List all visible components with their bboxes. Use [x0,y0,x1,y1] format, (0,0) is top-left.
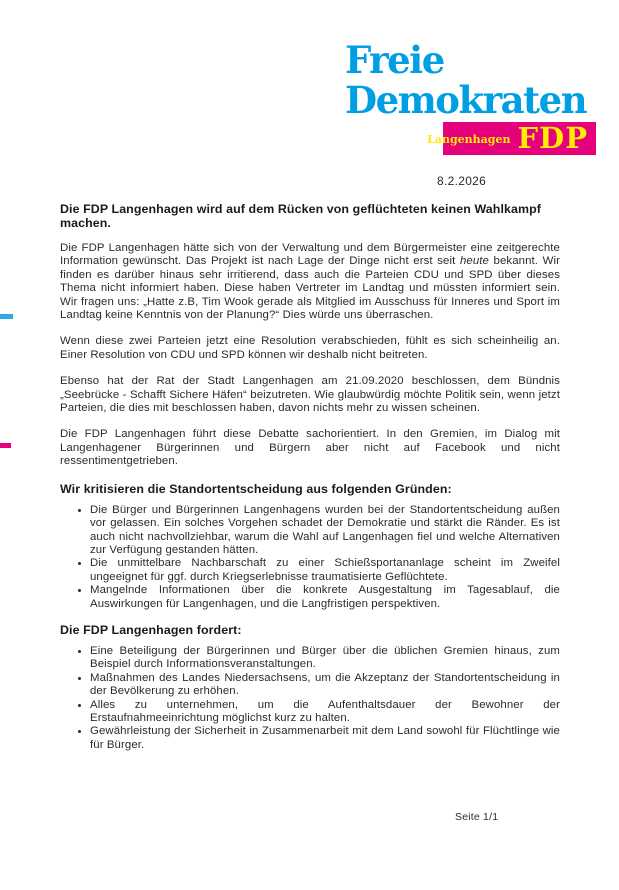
bullet-item: • Die Bürger und Bürgerinnen Langenhagens wurden bei der Standortentscheidung außen vor gelassen. Ein solches Vorgehen schadet der Demokratie und stärkt die Ränder. Es ist auch nicht nachvollziehbar, warum die Wahl auf Langenhagen fiel und welche Alternativen zur Verfügung gestanden hätten. [90,504,560,558]
logo-line-freie: Freie [345,38,444,82]
bullet-item: • Mangelnde Informationen über die konkrete Ausgestaltung im Tagesablauf, die Auswirkungen für Langenhagen, und die Langfristigen perspektiven. [90,584,560,611]
fdp-logo-badge [427,121,596,155]
footer-page-number: Seite 1/1 [455,811,499,823]
demands-bullet-list [60,645,560,752]
bullet-item: • Eine Beteiligung der Bürgerinnen und Bürger über die üblichen Gremien hinaus, zum Beispiel durch Informationsveranstaltungen. [90,645,560,672]
criticism-bullet-list [60,504,560,611]
date-label: 8.2.2026 [437,174,487,188]
bullet-item: • Gewährleistung der Sicherheit in Zusammenarbeit mit dem Land sowohl für Flüchtlinge wie für Bürger. [90,725,560,752]
logo-party-label: FDP [517,121,588,155]
press-release-body [60,202,560,764]
logo-line-demokraten: Demokraten [345,78,587,122]
bullet-item: • Die unmittelbare Nachbarschaft zu einer Schießsportananlage scheint im Zweifel ungeeignet für ggf. durch Kriegserlebnisse traumatisierte Geflüchtete. [90,557,560,584]
demands-section-heading: Die FDP Langenhagen fordert: [60,622,242,637]
paragraph-3: Ebenso hat der Rat der Stadt Langenhagen am 21.09.2020 beschlossen, dem Bündnis „Seebrücke - Schafft Sichere Häfen“ beizutreten. Wie glaubwürdig möchte Politik sein, wenn jetzt Parteien, die dies mit beschlossen haben, davon nichts mehr zu wissen scheinen. [60,375,560,415]
bullet-item: • Maßnahmen des Landes Niedersachsens, um die Akzeptanz der Standortentscheidung in der Bevölkerung zu erhöhen. [90,672,560,699]
paragraph-1-text-cont: bekannt. Wir finden es darüber hinaus sehr irritierend, dass auch die Parteien CDU und SPD über dieses Thema nicht informiert haben. Diese haben Vertreter im Landtag und müssten informiert sein. Wir fragen uns: „Hatte z.B, Tim Wook gerade als Mitglied im Ausschuss für Inneres und Sport im Landtag keine Kenntnis von der Planung?“ Dies würde uns überraschen. [60,255,560,322]
fdp-logo-wordmark [345,40,586,120]
bullet-item: • Alles zu unternehmen, um die Aufenthaltsdauer der Bewohner der Erstaufnahmeeinrichtung möglichst kurz zu halten. [90,699,560,726]
paragraph-4: Die FDP Langenhagen führt diese Debatte sachorientiert. In den Gremien, im Dialog mit Langenhagener Bürgerinnen und Bürgern aber nicht auf Facebook und nicht ressentimentgetrieben. [60,428,560,468]
logo-local-label: Langenhagen [427,133,511,146]
paragraph-1 [60,242,560,322]
criticism-section-heading: Wir kritisieren die Standortentscheidung aus folgenden Gründen: [60,481,452,496]
paragraph-1-italic-word: heute [459,255,489,268]
paragraph-2: Wenn diese zwei Parteien jetzt eine Resolution verabschieden, fühlt es sich scheinheilig an. Einer Resolution von CDU und SPD können wir deshalb nicht beitreten. [60,335,560,361]
headline: Die FDP Langenhagen wird auf dem Rücken von geflüchteten keinen Wahlkampf machen. [60,202,541,230]
registration-mark-magenta [0,443,11,448]
registration-mark-cyan [0,314,13,319]
paragraph-1-text: Die FDP Langenhagen hätte sich von der Verwaltung und dem Bürgermeister eine zeitgerechte Information gewünscht. Das Projekt ist nach Lage der Dinge nicht erst seit [60,242,560,268]
